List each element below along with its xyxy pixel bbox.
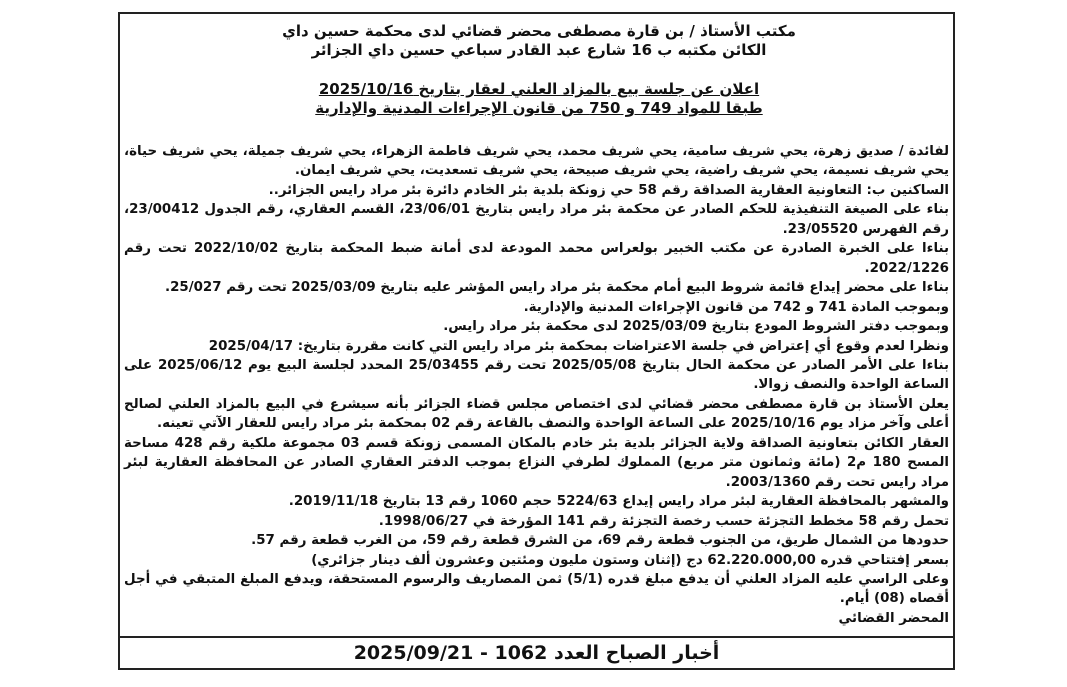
boundaries-paragraph: حدودها من الشمال طريق، من الجنوب قطعة رقم 69، من الشرق قطعة رقم 59، من الغرب قطعة رقم 57.	[251, 533, 949, 549]
publication-footer: أخبار الصباح العدد 1062 - 2025/09/21	[353, 642, 720, 664]
order-paragraph: بناءا على الأمر الصادر عن محكمة الحال بتاريخ 2025/05/08 تحت رقم 25/03455 المحدد لجلسة البيع يوم 2025/06/12 على الساعة الواحدة والنصف زوالا.	[124, 357, 950, 393]
announcement-frame	[118, 12, 955, 670]
payment-paragraph: وعلى الراسي عليه المزاد العلني أن يدفع مبلغ قدره (5/1) ثمن المصاريف والرسوم المستحقة، ويدفع المبلغ المتبقي في أجل أقصاه (08) أيام.	[124, 571, 949, 607]
signature: المحضر القضائي	[838, 610, 949, 626]
register-paragraph: وبموجب دفتر الشروط المودع بتاريخ 2025/03/09 لدى محكمة بئر مراد رايس.	[443, 319, 949, 335]
office-line: مكتب الأستاذ / بن قارة مصطفى محضر قضائي لدى محكمة حسين داي	[282, 22, 796, 40]
executive-copy-paragraph: بناء على الصيغة التنفيذية للحكم الصادر عن محكمة بئر مراد رايس بتاريخ 23/06/01، القسم العقاري، رقم الجدول 23/00412، رقم الفهرس 23/05520.	[124, 202, 949, 237]
announcement-title	[139, 80, 939, 118]
residents-paragraph: الساكنين ب: التعاونية العقارية الصداقة رقم 58 حي زونكة بلدية بئر الخادم دائرة بئر مراد رايس الجزائر..	[268, 182, 949, 198]
announcement-body	[124, 142, 949, 628]
conditions-list-paragraph: بناءا على محضر إيداع قائمة شروط البيع أمام محكمة بئر مراد رايس المؤشر عليه بتاريخ 2025/03/09 تحت رقم 25/027.	[165, 280, 949, 296]
title-line-2: طبقا للمواد 749 و 750 من قانون الإجراءات المدنية والإدارية	[315, 99, 763, 117]
beneficiaries-paragraph: لفائدة / صديق زهرة، يحي شريف سامية، يحي شريف محمد، يحي شريف فاطمة الزهراء، يحي شريف جميلة، يحي شريف حياة، يحي شريف نسيمة، يحي شريف راضية، يحي شريف صبيحة، يحي شريف تسعديت، يحي شريف ايمان.	[124, 144, 949, 179]
expertise-paragraph: بناءا على الخبرة الصادرة عن مكتب الخبير بولعراس محمد المودعة لدى أمانة ضبط المحكمة بتاريخ 2022/10/02 تحت رقم 2022/1226.	[124, 241, 950, 276]
title-line-1: اعلان عن جلسة بيع بالمزاد العلني لعقار بتاريخ 2025/10/16	[318, 80, 760, 98]
plan-paragraph: تحمل رقم 58 مخطط التجزئة حسب رخصة التجزئة رقم 141 المؤرخة في 1998/06/27.	[378, 513, 949, 529]
opening-price-paragraph: بسعر إفتتاحي قدره 62.220.000,00 دج (إثنان وستون مليون ومئتين وعشرون ألف دينار جزائري)	[311, 552, 949, 568]
bailiff-header	[139, 22, 939, 60]
announcement-paragraph: يعلن الأستاذ بن قارة مصطفى محضر قضائي لدى اختصاص مجلس قضاء الجزائر بأنه سيشرع في البيع بالمزاد العلني لصالح أعلى وآخر مزاد يوم 2025/10/16 على الساعة الواحدة والنصف بالقاعة رقم 02 بمحكمة بئر مراد رايس للعقار الآتي تعينه.	[124, 396, 949, 432]
property-paragraph: العقار الكائن بتعاونية الصداقة ولاية الجزائر بلدية بئر خادم بالمكان المسمى زونكة قسم 03 مجموعة ملكية رقم 428 مساحة المسح 180 م2 (مائة وثمانون متر مربع) المملوك لطرفي النزاع بموجب الدفتر العقاري الصادر عن المحافظة العقارية لبئر مراد رايس تحت رقم 2003/1360.	[124, 435, 949, 490]
address-line: الكائن مكتبه ب 16 شارع عبد القادر سباعي حسين داي الجزائر	[311, 41, 767, 59]
no-objection-paragraph: ونظرا لعدم وقوع أي إعتراض في جلسة الاعتراضات بمحكمة بئر مراد رايس التي كانت مقررة بتاريخ: 2025/04/17	[208, 338, 949, 354]
registration-paragraph: والمشهر بالمحافظة العقارية لبئر مراد رايس إيداع 5224/63 حجم 1060 رقم 13 بتاريخ 2019/11/18.	[288, 494, 949, 510]
articles-paragraph: وبموجب المادة 741 و 742 من قانون الإجراءات المدنية والإدارية.	[523, 299, 949, 315]
